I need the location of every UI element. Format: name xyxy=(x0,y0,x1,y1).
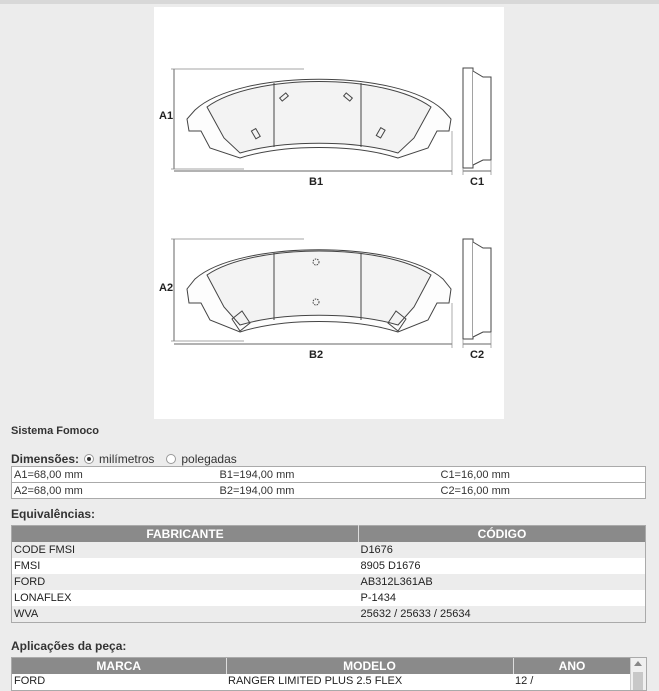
applications-header xyxy=(12,658,631,674)
table-row xyxy=(12,606,646,623)
label-b1: B1 xyxy=(309,176,324,188)
table-row xyxy=(12,574,646,590)
brake-pad-drawing xyxy=(154,7,504,419)
applications-title: Aplicações da peça: xyxy=(11,639,127,653)
code-cell: D1676 xyxy=(359,542,646,558)
table-row xyxy=(12,542,646,558)
applications-table xyxy=(12,658,632,688)
brake-pad-diagram xyxy=(154,7,504,419)
label-b2: B2 xyxy=(309,349,324,361)
unit-option-mm[interactable] xyxy=(84,452,154,466)
equivalences-header xyxy=(12,526,646,543)
year-cell: 12 / xyxy=(513,674,631,688)
manufacturer-cell: WVA xyxy=(12,606,359,623)
code-cell: 25632 / 25633 / 25634 xyxy=(359,606,646,623)
manufacturer-cell: FMSI xyxy=(12,558,359,574)
label-a2: A2 xyxy=(159,282,174,294)
pad-1-friction-outline xyxy=(207,82,431,154)
unit-option-mm-label: milímetros xyxy=(99,451,155,466)
dimensions-table xyxy=(11,466,646,499)
header-brand[interactable]: MARCA xyxy=(12,658,226,674)
dim-c2: C2=16,00 mm xyxy=(439,483,646,499)
header-code[interactable]: CÓDIGO xyxy=(359,526,646,543)
radio-mm[interactable] xyxy=(84,454,94,464)
code-cell: P-1434 xyxy=(359,590,646,606)
applications-scroll-area[interactable] xyxy=(11,657,647,691)
code-cell: 8905 D1676 xyxy=(359,558,646,574)
manufacturer-cell: LONAFLEX xyxy=(12,590,359,606)
dimension-unit-selector xyxy=(11,451,249,466)
label-a1: A1 xyxy=(159,110,174,122)
equivalences-table xyxy=(11,525,646,623)
dim-c1: C1=16,00 mm xyxy=(440,468,510,481)
system-title: Sistema Fomoco xyxy=(11,425,100,437)
equivalences-title: Equivalências: xyxy=(11,507,96,521)
brand-cell: FORD xyxy=(12,674,226,688)
header-manufacturer[interactable]: FABRICANTE xyxy=(12,526,359,543)
label-c1: C1 xyxy=(470,176,485,188)
unit-option-inches-label: polegadas xyxy=(181,451,237,466)
radio-inches[interactable] xyxy=(166,454,176,464)
unit-option-inches[interactable] xyxy=(166,452,236,466)
table-row[interactable] xyxy=(12,674,631,688)
table-row xyxy=(12,590,646,606)
dimensions-label: Dimensões: xyxy=(11,451,80,466)
table-row xyxy=(12,558,646,574)
dim-b1: B1=194,00 mm xyxy=(219,468,295,481)
dimensions-row xyxy=(12,467,646,483)
header-model[interactable]: MODELO xyxy=(226,658,513,674)
dim-a2: A2=68,00 mm xyxy=(12,483,218,499)
applications-scrollbar[interactable] xyxy=(630,658,646,690)
model-cell: RANGER LIMITED PLUS 2.5 FLEX xyxy=(226,674,513,688)
scroll-up-icon[interactable] xyxy=(634,661,642,666)
top-border xyxy=(0,0,659,4)
dimensions-row xyxy=(12,483,646,499)
code-cell: AB312L361AB xyxy=(359,574,646,590)
dim-b2: B2=194,00 mm xyxy=(218,483,439,499)
label-c2: C2 xyxy=(470,349,485,361)
manufacturer-cell: FORD xyxy=(12,574,359,590)
scroll-thumb[interactable] xyxy=(633,672,643,690)
header-year[interactable]: ANO xyxy=(513,658,631,674)
manufacturer-cell: CODE FMSI xyxy=(12,542,359,558)
dim-a1: A1=68,00 mm xyxy=(14,468,83,481)
